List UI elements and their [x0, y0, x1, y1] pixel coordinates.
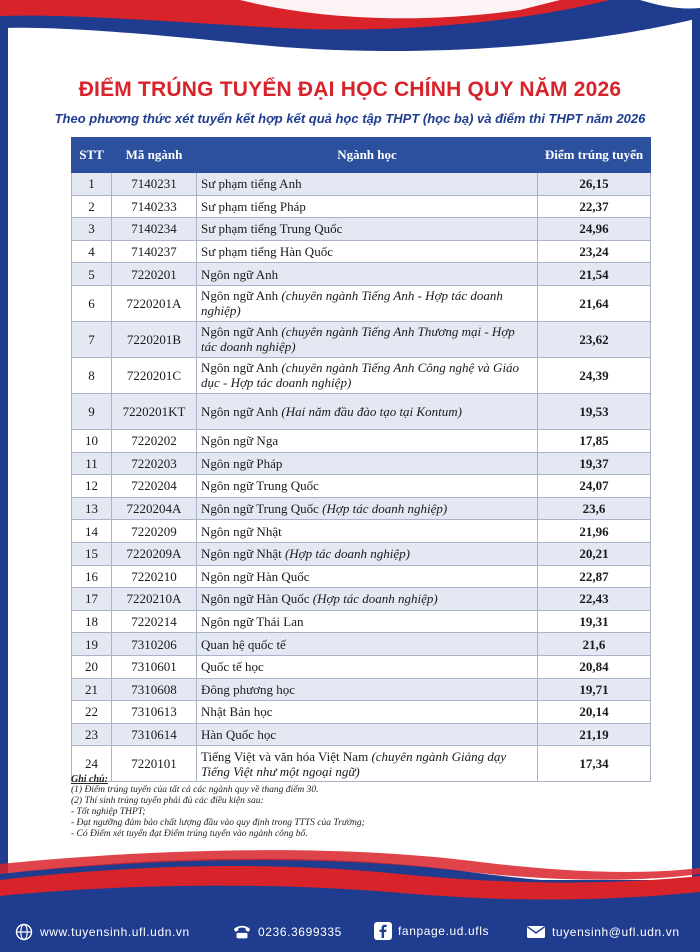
- cell-code: 7220209A: [112, 542, 197, 565]
- footer-phone[interactable]: [232, 922, 342, 942]
- table-row: [72, 542, 651, 565]
- cell-code: 7220204: [112, 475, 197, 498]
- major-name: Nhật Bản học: [201, 704, 273, 720]
- major-name: Ngôn ngữ Anh: [201, 288, 279, 304]
- cell-major: [197, 263, 538, 286]
- phone-icon: [232, 922, 252, 942]
- cell-major: [197, 542, 538, 565]
- phone-number[interactable]: 0236.3699335: [258, 925, 342, 939]
- note-line: (1) Điểm trúng tuyển của tất cả các ngành quy về thang điểm 30.: [71, 785, 319, 795]
- table-row: [72, 452, 651, 475]
- cell-code: 7220201: [112, 263, 197, 286]
- table-row: [72, 520, 651, 543]
- major-name: Tiếng Việt và văn hóa Việt Nam: [201, 748, 369, 764]
- table-row: [72, 565, 651, 588]
- cell-score: 20,14: [538, 701, 651, 724]
- major-name: Ngôn ngữ Nhật: [201, 523, 282, 539]
- major-name: Sư phạm tiếng Hàn Quốc: [201, 244, 333, 260]
- cell-major: [197, 452, 538, 475]
- cell-code: 7220204A: [112, 497, 197, 520]
- cell-stt: 4: [72, 240, 112, 263]
- cell-code: 7220202: [112, 429, 197, 452]
- cell-score: 21,6: [538, 633, 651, 656]
- cell-score: 21,54: [538, 263, 651, 286]
- cell-major: [197, 357, 538, 393]
- table-row: [72, 393, 651, 429]
- cell-code: 7310608: [112, 678, 197, 701]
- cell-score: 23,62: [538, 321, 651, 357]
- cell-major: [197, 723, 538, 746]
- admission-score-table: [71, 137, 651, 782]
- major-name: Đông phương học: [201, 681, 296, 697]
- major-name: Sư phạm tiếng Anh: [201, 176, 302, 192]
- major-name: Ngôn ngữ Thái Lan: [201, 614, 304, 630]
- cell-major: [197, 218, 538, 241]
- cell-stt: 21: [72, 678, 112, 701]
- cell-major: [197, 173, 538, 196]
- cell-score: 17,34: [538, 746, 651, 782]
- cell-major: [197, 520, 538, 543]
- cell-stt: 9: [72, 393, 112, 429]
- facebook-icon: [374, 922, 392, 940]
- note-line: - Có Điểm xét tuyển đạt Điểm trúng tuyển vào ngành công bố.: [71, 829, 308, 839]
- cell-code: 7220210: [112, 565, 197, 588]
- footer-fanpage[interactable]: [374, 922, 489, 940]
- major-name: Ngôn ngữ Pháp: [201, 455, 283, 471]
- note-line: - Tốt nghiệp THPT;: [71, 807, 146, 817]
- cell-major: [197, 321, 538, 357]
- major-name: Ngôn ngữ Trung Quốc: [201, 501, 319, 517]
- table-row: [72, 475, 651, 498]
- cell-code: 7220201A: [112, 285, 197, 321]
- cell-major: [197, 588, 538, 611]
- cell-code: 7220210A: [112, 588, 197, 611]
- top-wave-decoration: [0, 0, 700, 62]
- globe-icon: [14, 922, 34, 942]
- major-name: Ngôn ngữ Anh: [201, 403, 279, 419]
- cell-major: [197, 633, 538, 656]
- cell-score: 20,21: [538, 542, 651, 565]
- major-name: Ngôn ngữ Anh: [201, 324, 279, 340]
- cell-stt: 13: [72, 497, 112, 520]
- table-row: [72, 429, 651, 452]
- note-line: - Đạt ngưỡng đảm bảo chất lượng đầu vào quy định trong TTTS của Trường;: [71, 818, 365, 828]
- major-name: Sư phạm tiếng Pháp: [201, 198, 306, 214]
- cell-code: 7310206: [112, 633, 197, 656]
- cell-major: [197, 701, 538, 724]
- email-link[interactable]: tuyensinh@ufl.udn.vn: [552, 925, 680, 939]
- table-row: [72, 285, 651, 321]
- major-name: Ngôn ngữ Anh: [201, 266, 279, 282]
- table-row: [72, 633, 651, 656]
- major-name: Ngôn ngữ Hàn Quốc: [201, 568, 310, 584]
- cell-score: 23,6: [538, 497, 651, 520]
- table-row: [72, 610, 651, 633]
- cell-score: 21,96: [538, 520, 651, 543]
- major-name: Ngôn ngữ Nga: [201, 433, 279, 449]
- cell-stt: 19: [72, 633, 112, 656]
- cell-score: 24,07: [538, 475, 651, 498]
- major-name: Ngôn ngữ Nhật: [201, 546, 282, 562]
- cell-major: [197, 475, 538, 498]
- table-header-row: [72, 138, 651, 173]
- notes-block: [71, 774, 631, 840]
- cell-stt: 15: [72, 542, 112, 565]
- cell-score: 19,37: [538, 452, 651, 475]
- cell-stt: 6: [72, 285, 112, 321]
- cell-major: [197, 655, 538, 678]
- header-major: Ngành học: [197, 138, 538, 173]
- cell-major: [197, 195, 538, 218]
- mail-icon: [526, 922, 546, 942]
- cell-score: 19,71: [538, 678, 651, 701]
- cell-score: 17,85: [538, 429, 651, 452]
- table-row: [72, 655, 651, 678]
- cell-score: 19,53: [538, 393, 651, 429]
- cell-score: 21,64: [538, 285, 651, 321]
- table-row: [72, 497, 651, 520]
- footer-contact-bar: [0, 912, 700, 952]
- cell-major: [197, 497, 538, 520]
- cell-score: 21,19: [538, 723, 651, 746]
- table-row: [72, 321, 651, 357]
- cell-code: 7220201KT: [112, 393, 197, 429]
- cell-major: [197, 678, 538, 701]
- major-note: (Hợp tác doanh nghiệp): [322, 501, 448, 517]
- cell-code: 7310613: [112, 701, 197, 724]
- cell-major: [197, 240, 538, 263]
- header-code: Mã ngành: [112, 138, 197, 173]
- table-row: [72, 173, 651, 196]
- cell-score: 24,96: [538, 218, 651, 241]
- cell-major: [197, 565, 538, 588]
- major-name: Ngôn ngữ Hàn Quốc: [201, 591, 310, 607]
- cell-stt: 24: [72, 746, 112, 782]
- cell-code: 7220101: [112, 746, 197, 782]
- cell-code: 7220214: [112, 610, 197, 633]
- cell-score: 19,31: [538, 610, 651, 633]
- header-stt: STT: [72, 138, 112, 173]
- major-note: (Hai năm đầu đào tạo tại Kontum): [281, 403, 462, 419]
- cell-code: 7140234: [112, 218, 197, 241]
- bottom-wave-decoration: [0, 844, 700, 914]
- cell-code: 7220201B: [112, 321, 197, 357]
- cell-code: 7140237: [112, 240, 197, 263]
- page-subtitle: Theo phương thức xét tuyển kết hợp kết quả học tập THPT (học bạ) và điểm thi THPT năm 2026: [54, 111, 646, 126]
- table-row: [72, 195, 651, 218]
- cell-code: 7310614: [112, 723, 197, 746]
- cell-stt: 3: [72, 218, 112, 241]
- table-row: [72, 263, 651, 286]
- cell-stt: 18: [72, 610, 112, 633]
- cell-code: 7140231: [112, 173, 197, 196]
- major-note: (Hợp tác doanh nghiệp): [312, 591, 438, 607]
- table-row: [72, 588, 651, 611]
- cell-stt: 17: [72, 588, 112, 611]
- cell-stt: 10: [72, 429, 112, 452]
- major-name: Quan hệ quốc tế: [201, 636, 286, 652]
- footer-email[interactable]: [526, 922, 680, 942]
- cell-score: 20,84: [538, 655, 651, 678]
- cell-major: [197, 393, 538, 429]
- cell-score: 22,37: [538, 195, 651, 218]
- major-note: (chuyên ngành Giảng dạy Tiếng Việt như một ngoại ngữ): [201, 748, 507, 779]
- cell-score: 24,39: [538, 357, 651, 393]
- cell-stt: 14: [72, 520, 112, 543]
- notes-heading: Ghi chú:: [71, 774, 108, 785]
- cell-code: 7220203: [112, 452, 197, 475]
- major-note: (Hợp tác doanh nghiệp): [284, 546, 410, 562]
- table-row: [72, 218, 651, 241]
- table-row: [72, 701, 651, 724]
- major-note: (chuyên ngành Tiếng Anh Thương mại - Hợp tác doanh nghiệp): [201, 324, 515, 355]
- table-row: [72, 678, 651, 701]
- major-note: (chuyên ngành Tiếng Anh - Hợp tác doanh nghiệp): [201, 288, 503, 319]
- major-name: Quốc tế học: [201, 659, 264, 675]
- cell-code: 7220201C: [112, 357, 197, 393]
- cell-stt: 1: [72, 173, 112, 196]
- header-score: Điểm trúng tuyển: [538, 138, 651, 173]
- table-row: [72, 240, 651, 263]
- cell-stt: 20: [72, 655, 112, 678]
- cell-stt: 2: [72, 195, 112, 218]
- cell-code: 7220209: [112, 520, 197, 543]
- cell-major: [197, 285, 538, 321]
- note-line: (2) Thí sinh trúng tuyển phải đủ các điều kiện sau:: [71, 796, 264, 806]
- major-name: Ngôn ngữ Anh: [201, 360, 279, 376]
- fanpage-link[interactable]: fanpage.ud.ufls: [398, 924, 490, 938]
- cell-score: 26,15: [538, 173, 651, 196]
- cell-stt: 5: [72, 263, 112, 286]
- major-name: Sư phạm tiếng Trung Quốc: [201, 221, 343, 237]
- cell-score: 22,87: [538, 565, 651, 588]
- cell-stt: 12: [72, 475, 112, 498]
- cell-code: 7310601: [112, 655, 197, 678]
- cell-stt: 7: [72, 321, 112, 357]
- table-body: [72, 173, 651, 782]
- cell-stt: 16: [72, 565, 112, 588]
- cell-stt: 8: [72, 357, 112, 393]
- footer-website[interactable]: [14, 922, 190, 942]
- cell-code: 7140233: [112, 195, 197, 218]
- table-row: [72, 723, 651, 746]
- cell-score: 23,24: [538, 240, 651, 263]
- cell-major: [197, 429, 538, 452]
- cell-major: [197, 610, 538, 633]
- cell-stt: 22: [72, 701, 112, 724]
- table-row: [72, 357, 651, 393]
- major-note: (chuyên ngành Tiếng Anh Công nghệ và Giáo dục - Hợp tác doanh nghiệp): [201, 360, 520, 391]
- major-name: Hàn Quốc học: [201, 726, 277, 742]
- page-title: ĐIỂM TRÚNG TUYỂN ĐẠI HỌC CHÍNH QUY NĂM 2026: [78, 78, 622, 101]
- major-name: Ngôn ngữ Trung Quốc: [201, 478, 319, 494]
- cell-stt: 11: [72, 452, 112, 475]
- cell-stt: 23: [72, 723, 112, 746]
- website-link[interactable]: www.tuyensinh.ufl.udn.vn: [40, 925, 190, 939]
- cell-score: 22,43: [538, 588, 651, 611]
